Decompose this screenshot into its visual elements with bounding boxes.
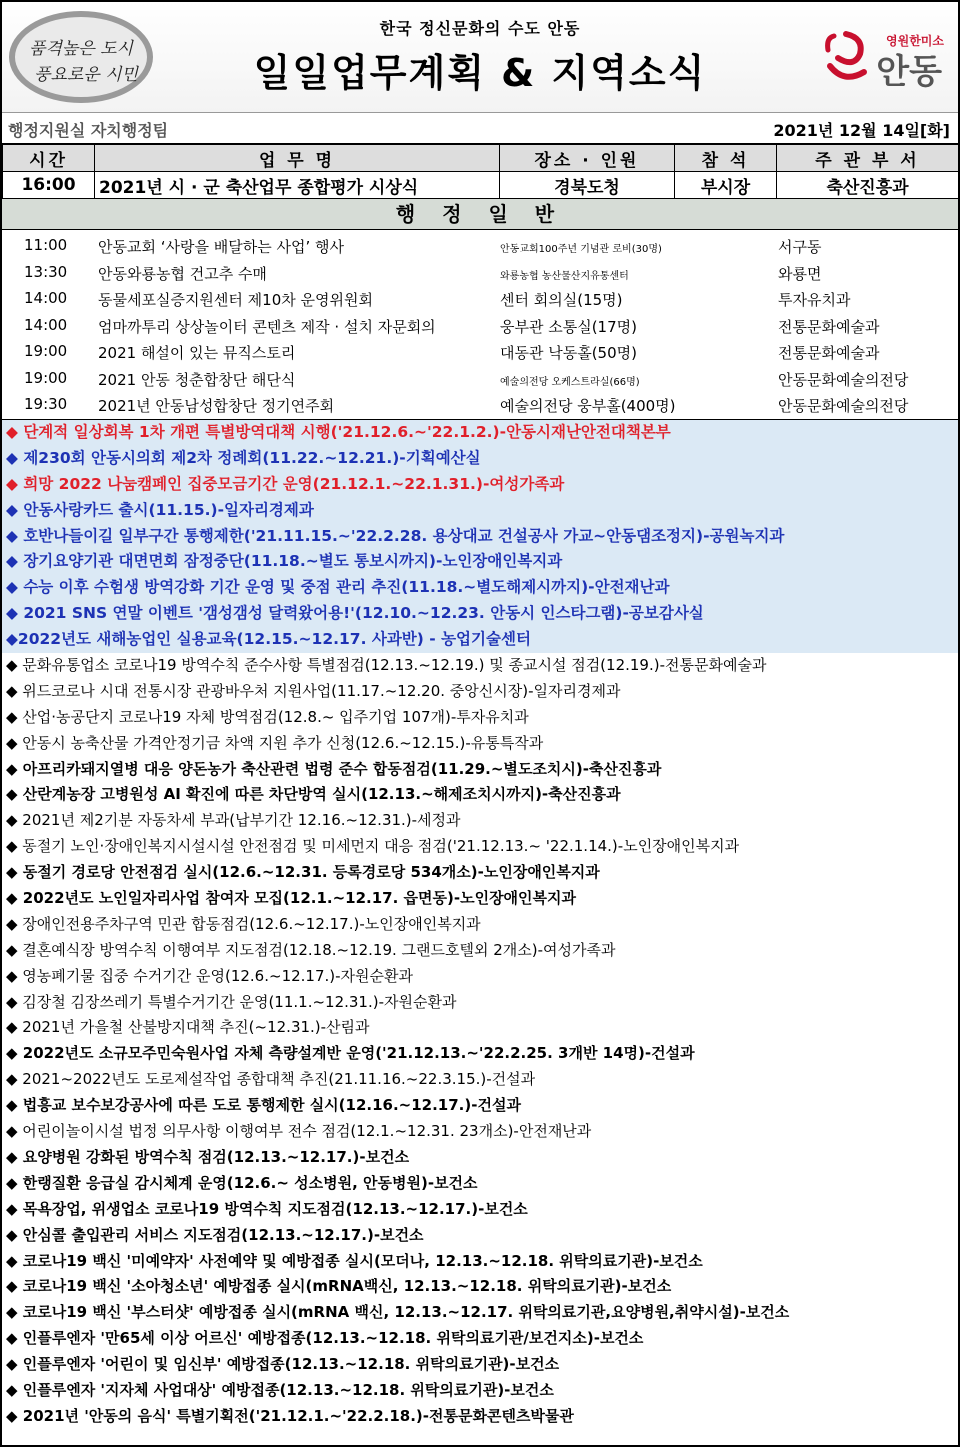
admin-time: 14:00	[24, 289, 68, 307]
brand-slogan: 영원한미소	[886, 34, 944, 48]
list-item: ◆ 장애인전용주차구역 민관 합동점검(12.6.~12.17.)-노인장애인복지과	[6, 914, 481, 933]
notice-list	[2, 653, 958, 1430]
row-dept: 축산진흥과	[777, 172, 959, 199]
list-item: ◆ 2022년도 노인일자리사업 참여자 모집(12.1.~12.17. 읍면동)-노인장애인복지과	[6, 889, 577, 908]
admin-section-heading: 행 정 일 반	[2, 199, 958, 230]
admin-dept: 와룡면	[778, 264, 822, 283]
admin-title: 엄마까투리 상상놀이터 콘텐츠 제작 · 설치 자문회의	[98, 317, 436, 336]
admin-time: 19:30	[24, 395, 68, 413]
admin-time: 19:00	[24, 342, 68, 360]
list-item: ◆ 법흥교 보수보강공사에 따른 도로 통행제한 실시(12.16.~12.17.)-건설과	[6, 1096, 521, 1115]
col-time: 시간	[3, 145, 95, 172]
list-item: ◆ 영농폐기물 집중 수거기간 운영(12.6.~12.17.)-자원순환과	[6, 966, 413, 985]
list-item: ◆ 동절기 경로당 안전점검 실시(12.6.~12.31. 등록경로당 534개소)-노인장애인복지과	[6, 863, 600, 882]
admin-dept: 전통문화예술과	[778, 344, 880, 362]
notice-item: ◆ 안동사랑카드 출시(11.15.)-일자리경제과	[6, 500, 314, 519]
list-item: ◆ 코로나19 백신 '부스터샷' 예방접종 실시(mRNA 백신, 12.13.~12.17. 위탁의료기관,요양병원,취약시설)-보건소	[6, 1303, 790, 1322]
list-item: ◆ 안동시 농축산물 가격안정기금 차액 지원 추가 신청(12.6.~12.15.)-유통특작과	[6, 733, 544, 752]
notice-item: ◆ 수능 이후 수험생 방역강화 기간 운영 및 중점 관리 추진(11.18.~별도해제시까지)-안전재난과	[6, 578, 670, 597]
list-item: ◆ 문화유통업소 코로나19 방역수칙 준수사항 특별점검(12.13.~12.19.) 및 종교시설 점검(12.19.)-전통문화예술과	[6, 656, 767, 675]
notice-item: ◆ 장기요양기관 대면면회 잠정중단(11.18.~별도 통보시까지)-노인장애인복지과	[6, 552, 563, 571]
list-item	[2, 312, 958, 339]
admin-title: 동물세포실증지원센터 제10차 운영위원회	[98, 291, 373, 309]
list-item: ◆ 결혼예식장 방역수칙 이행여부 지도점검(12.18.~12.19. 그랜드호텔외 2개소)-여성가족과	[6, 940, 616, 959]
list-item: ◆ 인플루엔자 '지자체 사업대상' 예방접종(12.13.~12.18. 위탁의료기관)-보건소	[6, 1380, 554, 1399]
header-subtitle: 한국 정신문화의 수도 안동	[379, 19, 581, 38]
schedule-table	[2, 144, 959, 199]
admin-place: 웅부관 소통실(17명)	[500, 317, 637, 336]
list-item: ◆ 코로나19 백신 '미예약자' 사전예약 및 예방접종 실시(모더나, 12.13.~12.18. 위탁의료기관)-보건소	[6, 1251, 703, 1270]
list-item: ◆ 목욕장업, 위생업소 코로나19 방역수칙 지도점검(12.13.~12.17.)-보건소	[6, 1199, 528, 1218]
admin-title: 안동와룡농협 건고추 수매	[98, 264, 267, 283]
list-item: ◆ 아프리카돼지열병 대응 양돈농가 축산관련 법령 준수 합동점검(11.29.~별도조치시)-축산진흥과	[6, 759, 662, 778]
admin-place: 예술의전당 오케스트라실(66명)	[500, 376, 640, 388]
admin-dept: 투자유치과	[778, 291, 851, 309]
list-item: ◆ 안심콜 출입관리 서비스 지도점검(12.13.~12.17.)-보건소	[6, 1225, 424, 1244]
brand-name: 안동	[876, 52, 942, 92]
list-item: ◆ 코로나19 백신 '소아청소년' 예방접종 실시(mRNA백신, 12.13.~12.18. 위탁의료기관)-보건소	[6, 1277, 672, 1296]
admin-place: 안동교회100주년 기념관 로비(30명)	[500, 244, 662, 255]
notice-item: ◆2022년도 새해농업인 실용교육(12.15.~12.17. 사과반) - 농업기술센터	[6, 630, 531, 649]
table-row	[3, 172, 959, 199]
list-item	[2, 365, 958, 392]
list-item	[2, 232, 958, 259]
andong-logo-icon	[824, 28, 872, 88]
row-place: 경북도청	[500, 172, 675, 199]
row-title: 2021년 시 · 군 축산업무 종합평가 시상식	[95, 172, 500, 199]
list-item: ◆ 2022년도 소규모주민숙원사업 자체 측량설계반 운영('21.12.13.~'22.2.25. 3개반 14명)-건설과	[6, 1044, 695, 1063]
list-item	[2, 285, 958, 312]
admin-dept: 서구동	[778, 238, 822, 256]
list-item	[2, 259, 958, 286]
list-item: ◆ 산란계농장 고병원성 AI 확진에 따른 차단방역 실시(12.13.~해제조치시까지)-축산진흥과	[6, 785, 621, 804]
admin-time: 11:00	[24, 236, 68, 254]
list-item: ◆ 한랭질환 응급실 감시체계 운영(12.6.~ 성소병원, 안동병원)-보건소	[6, 1173, 478, 1192]
admin-title: 2021 해설이 있는 뮤직스토리	[98, 344, 296, 362]
list-item: ◆ 어린이놀이시설 법정 의무사항 이행여부 전수 점검(12.1.~12.31. 23개소)-안전재난과	[6, 1122, 592, 1141]
admin-place: 와룡농협 농산물산지유통센터	[500, 270, 629, 282]
admin-title: 2021년 안동남성합창단 정기연주회	[98, 397, 335, 415]
page-title: 일일업무계획 & 지역소식	[253, 51, 707, 95]
admin-dept: 전통문화예술과	[778, 317, 880, 336]
admin-dept: 안동문화예술의전당	[778, 397, 909, 415]
list-item: ◆ 인플루엔자 '어린이 및 임신부' 예방접종(12.13.~12.18. 위탁의료기관)-보건소	[6, 1355, 560, 1374]
notice-item: ◆ 제230회 안동시의회 제2차 정례회(11.22.~12.21.)-기획예산실	[6, 448, 481, 467]
col-title: 업 무 명	[95, 145, 500, 172]
admin-schedule-list	[2, 230, 958, 420]
slogan-line2: 풍요로운 시민	[34, 65, 138, 85]
slogan-line1: 품격높은 도시	[29, 39, 133, 59]
admin-time: 14:00	[24, 315, 68, 334]
highlight-notice-list	[2, 420, 958, 653]
list-item: ◆ 2021년 '안동의 음식' 특별기획전('21.12.1.~'22.2.18.)-전통문화콘텐츠박물관	[6, 1406, 574, 1425]
list-item: ◆ 위드코로나 시대 전통시장 관광바우처 지원사업(11.17.~12.20. 중앙신시장)-일자리경제과	[6, 681, 621, 700]
notice-item: ◆ 단계적 일상회복 1차 개편 특별방역대책 시행('21.12.6.~'22.1.2.)-안동시재난안전대책본부	[6, 423, 671, 441]
list-item: ◆ 요양병원 강화된 방역수칙 점검(12.13.~12.17.)-보건소	[6, 1147, 410, 1166]
admin-place: 예술의전당 웅부홀(400명)	[500, 397, 676, 415]
admin-title: 2021 안동 청춘합창단 해단식	[98, 370, 296, 389]
list-item: ◆ 동절기 노인·장애인복지시설시설 안전점검 및 미세먼지 대응 점검('21.12.13.~ '22.1.14.)-노인장애인복지과	[6, 837, 740, 856]
list-item: ◆ 2021년 가을철 산불방지대책 추진(~12.31.)-산림과	[6, 1018, 370, 1037]
list-item: ◆ 2021~2022년도 도로제설작업 종합대책 추진(21.11.16.~22.3.15.)-건설과	[6, 1070, 536, 1089]
admin-time: 13:30	[24, 262, 68, 281]
notice-item: ◆ 희망 2022 나눔캠페인 집중모금기간 운영(21.12.1.~22.1.31.)-여성가족과	[6, 474, 565, 493]
col-place: 장소 · 인원	[500, 145, 675, 172]
report-date: 2021년 12월 14일[화]	[773, 121, 950, 140]
admin-place: 대동관 낙동홀(50명)	[500, 344, 637, 362]
notice-item: ◆ 2021 SNS 연말 이벤트 '갬성갬성 달력왔어용!'(12.10.~12.23. 안동시 인스타그램)-공보감사실	[6, 604, 704, 623]
admin-place: 센터 회의실(15명)	[500, 291, 623, 309]
department-label: 행정지원실 자치행정팀	[8, 121, 169, 140]
row-time: 16:00	[3, 172, 95, 199]
info-bar	[2, 113, 958, 144]
row-attendee: 부시장	[675, 172, 777, 199]
admin-dept: 안동문화예술의전당	[778, 370, 909, 389]
admin-title: 안동교회 ‘사랑을 배달하는 사업’ 행사	[98, 238, 344, 256]
col-dept: 주 관 부 서	[777, 145, 959, 172]
list-item: ◆ 산업·농공단지 코로나19 자체 방역점검(12.8.~ 입주기업 107개)-투자유치과	[6, 707, 529, 726]
list-item	[2, 391, 958, 418]
header	[2, 2, 958, 113]
col-attendee: 참 석	[675, 145, 777, 172]
list-item	[2, 338, 958, 365]
notice-item: ◆ 호반나들이길 일부구간 통행제한('21.11.15.~'22.2.28. 용상대교 건설공사 가교~안동댐조정지)-공원녹지과	[6, 526, 785, 545]
list-item: ◆ 김장철 김장쓰레기 특별수거기간 운영(11.1.~12.31.)-자원순환과	[6, 992, 457, 1011]
admin-time: 19:00	[24, 368, 68, 387]
list-item: ◆ 2021년 제2기분 자동차세 부과(납부기간 12.16.~12.31.)-세정과	[6, 811, 461, 830]
list-item: ◆ 인플루엔자 '만65세 이상 어르신' 예방접종(12.13.~12.18. 위탁의료기관/보건지소)-보건소	[6, 1329, 644, 1348]
schedule-header-row	[3, 145, 959, 172]
